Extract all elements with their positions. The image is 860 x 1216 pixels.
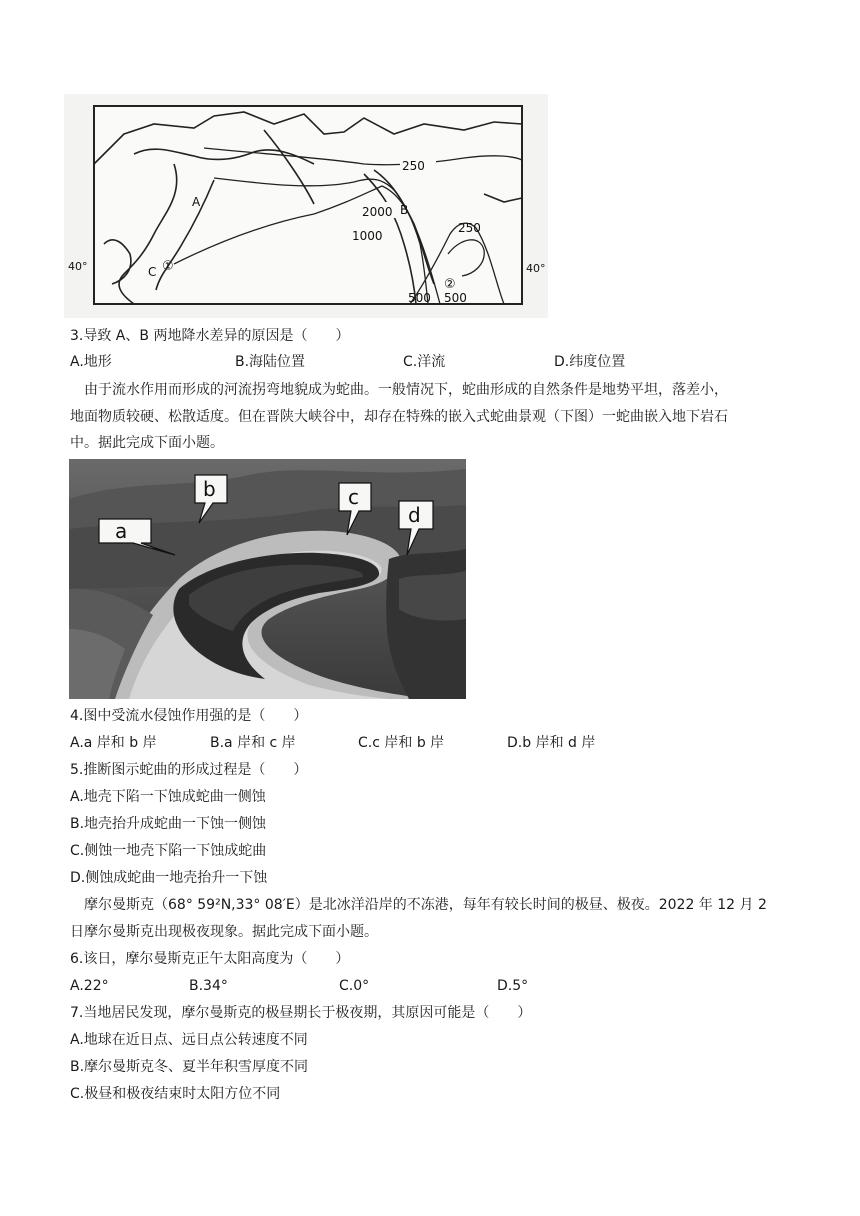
photo-label-d: d — [408, 503, 421, 527]
circled-label-2: ② — [444, 277, 456, 292]
contour-label-1000: 1000 — [352, 229, 383, 243]
passage-2-line-2: 日摩尔曼斯克出现极夜现象。据此完成下面小题。 — [70, 924, 378, 940]
passage-2-line-1: 摩尔曼斯克（68° 59²N,33° 08′E）是北冰洋沿岸的不冻港，每年有较长时间的极昼、极夜。2022 年 12 月 2 — [84, 897, 767, 913]
question-3-option-b: B.海陆位置 — [235, 354, 306, 370]
point-label-c: C — [148, 265, 157, 279]
question-5-option-d: D.侧蚀成蛇曲一地壳抬升一下蚀 — [70, 870, 268, 886]
question-6-stem: 6.该日，摩尔曼斯克正午太阳高度为（ ） — [70, 951, 350, 967]
question-6-option-c: C.0° — [339, 978, 370, 994]
contour-label-500-left: 500 — [408, 291, 431, 305]
precipitation-map — [64, 94, 548, 318]
incised-meander-photo — [69, 459, 466, 699]
latitude-label-right: 40° — [526, 262, 546, 275]
question-5-option-b: B.地壳抬升成蛇曲一下蚀一侧蚀 — [70, 816, 267, 832]
question-3-option-c: C.洋流 — [403, 354, 446, 370]
question-3-option-d: D.纬度位置 — [554, 354, 626, 370]
question-3-stem: 3.导致 A、B 两地降水差异的原因是（ ） — [70, 328, 350, 344]
point-label-b: B — [400, 203, 409, 217]
question-4-option-d: D.b 岸和 d 岸 — [507, 735, 596, 751]
contour-label-250-east: 250 — [458, 221, 481, 235]
question-7-option-c: C.极昼和极夜结束时太阳方位不同 — [70, 1086, 281, 1102]
question-4-stem: 4.图中受流水侵蚀作用强的是（ ） — [70, 708, 308, 724]
question-4-option-a: A.a 岸和 b 岸 — [70, 735, 157, 751]
passage-1-line-2: 地面物质较硬、松散适度。但在晋陕大峡谷中，却存在特殊的嵌入式蛇曲景观（下图）一蛇曲嵌入地下岩石 — [70, 409, 728, 425]
point-label-a: A — [192, 195, 201, 209]
question-6-option-d: D.5° — [497, 978, 529, 994]
question-4-option-b: B.a 岸和 c 岸 — [210, 735, 296, 751]
question-5-option-c: C.侧蚀一地壳下陷一下蚀成蛇曲 — [70, 843, 267, 859]
photo-label-b: b — [203, 477, 216, 501]
contour-label-2000: 2000 — [362, 205, 393, 219]
question-5-stem: 5.推断图示蛇曲的形成过程是（ ） — [70, 762, 308, 778]
question-6-option-b: B.34° — [189, 978, 228, 994]
passage-1-line-1: 由于流水作用而形成的河流拐弯地貌成为蛇曲。一般情况下，蛇曲形成的自然条件是地势平坦，落差小， — [84, 382, 728, 398]
question-3-option-a: A.地形 — [70, 354, 112, 370]
contour-label-250-north: 250 — [402, 159, 425, 173]
contour-label-500-right: 500 — [444, 291, 467, 305]
question-7-option-a: A.地球在近日点、远日点公转速度不同 — [70, 1032, 308, 1048]
circled-label-1: ① — [162, 259, 174, 274]
question-7-stem: 7.当地居民发现，摩尔曼斯克的极昼期长于极夜期，其原因可能是（ ） — [70, 1005, 532, 1021]
photo-label-c: c — [348, 485, 359, 509]
question-6-option-a: A.22° — [70, 978, 109, 994]
question-5-option-a: A.地壳下陷一下蚀成蛇曲一侧蚀 — [70, 789, 266, 805]
passage-1-line-3: 中。据此完成下面小题。 — [70, 435, 224, 451]
question-4-option-c: C.c 岸和 b 岸 — [358, 735, 445, 751]
latitude-label-left: 40° — [68, 260, 88, 273]
photo-label-a: a — [115, 519, 128, 543]
question-7-option-b: B.摩尔曼斯克冬、夏半年积雪厚度不同 — [70, 1059, 309, 1075]
